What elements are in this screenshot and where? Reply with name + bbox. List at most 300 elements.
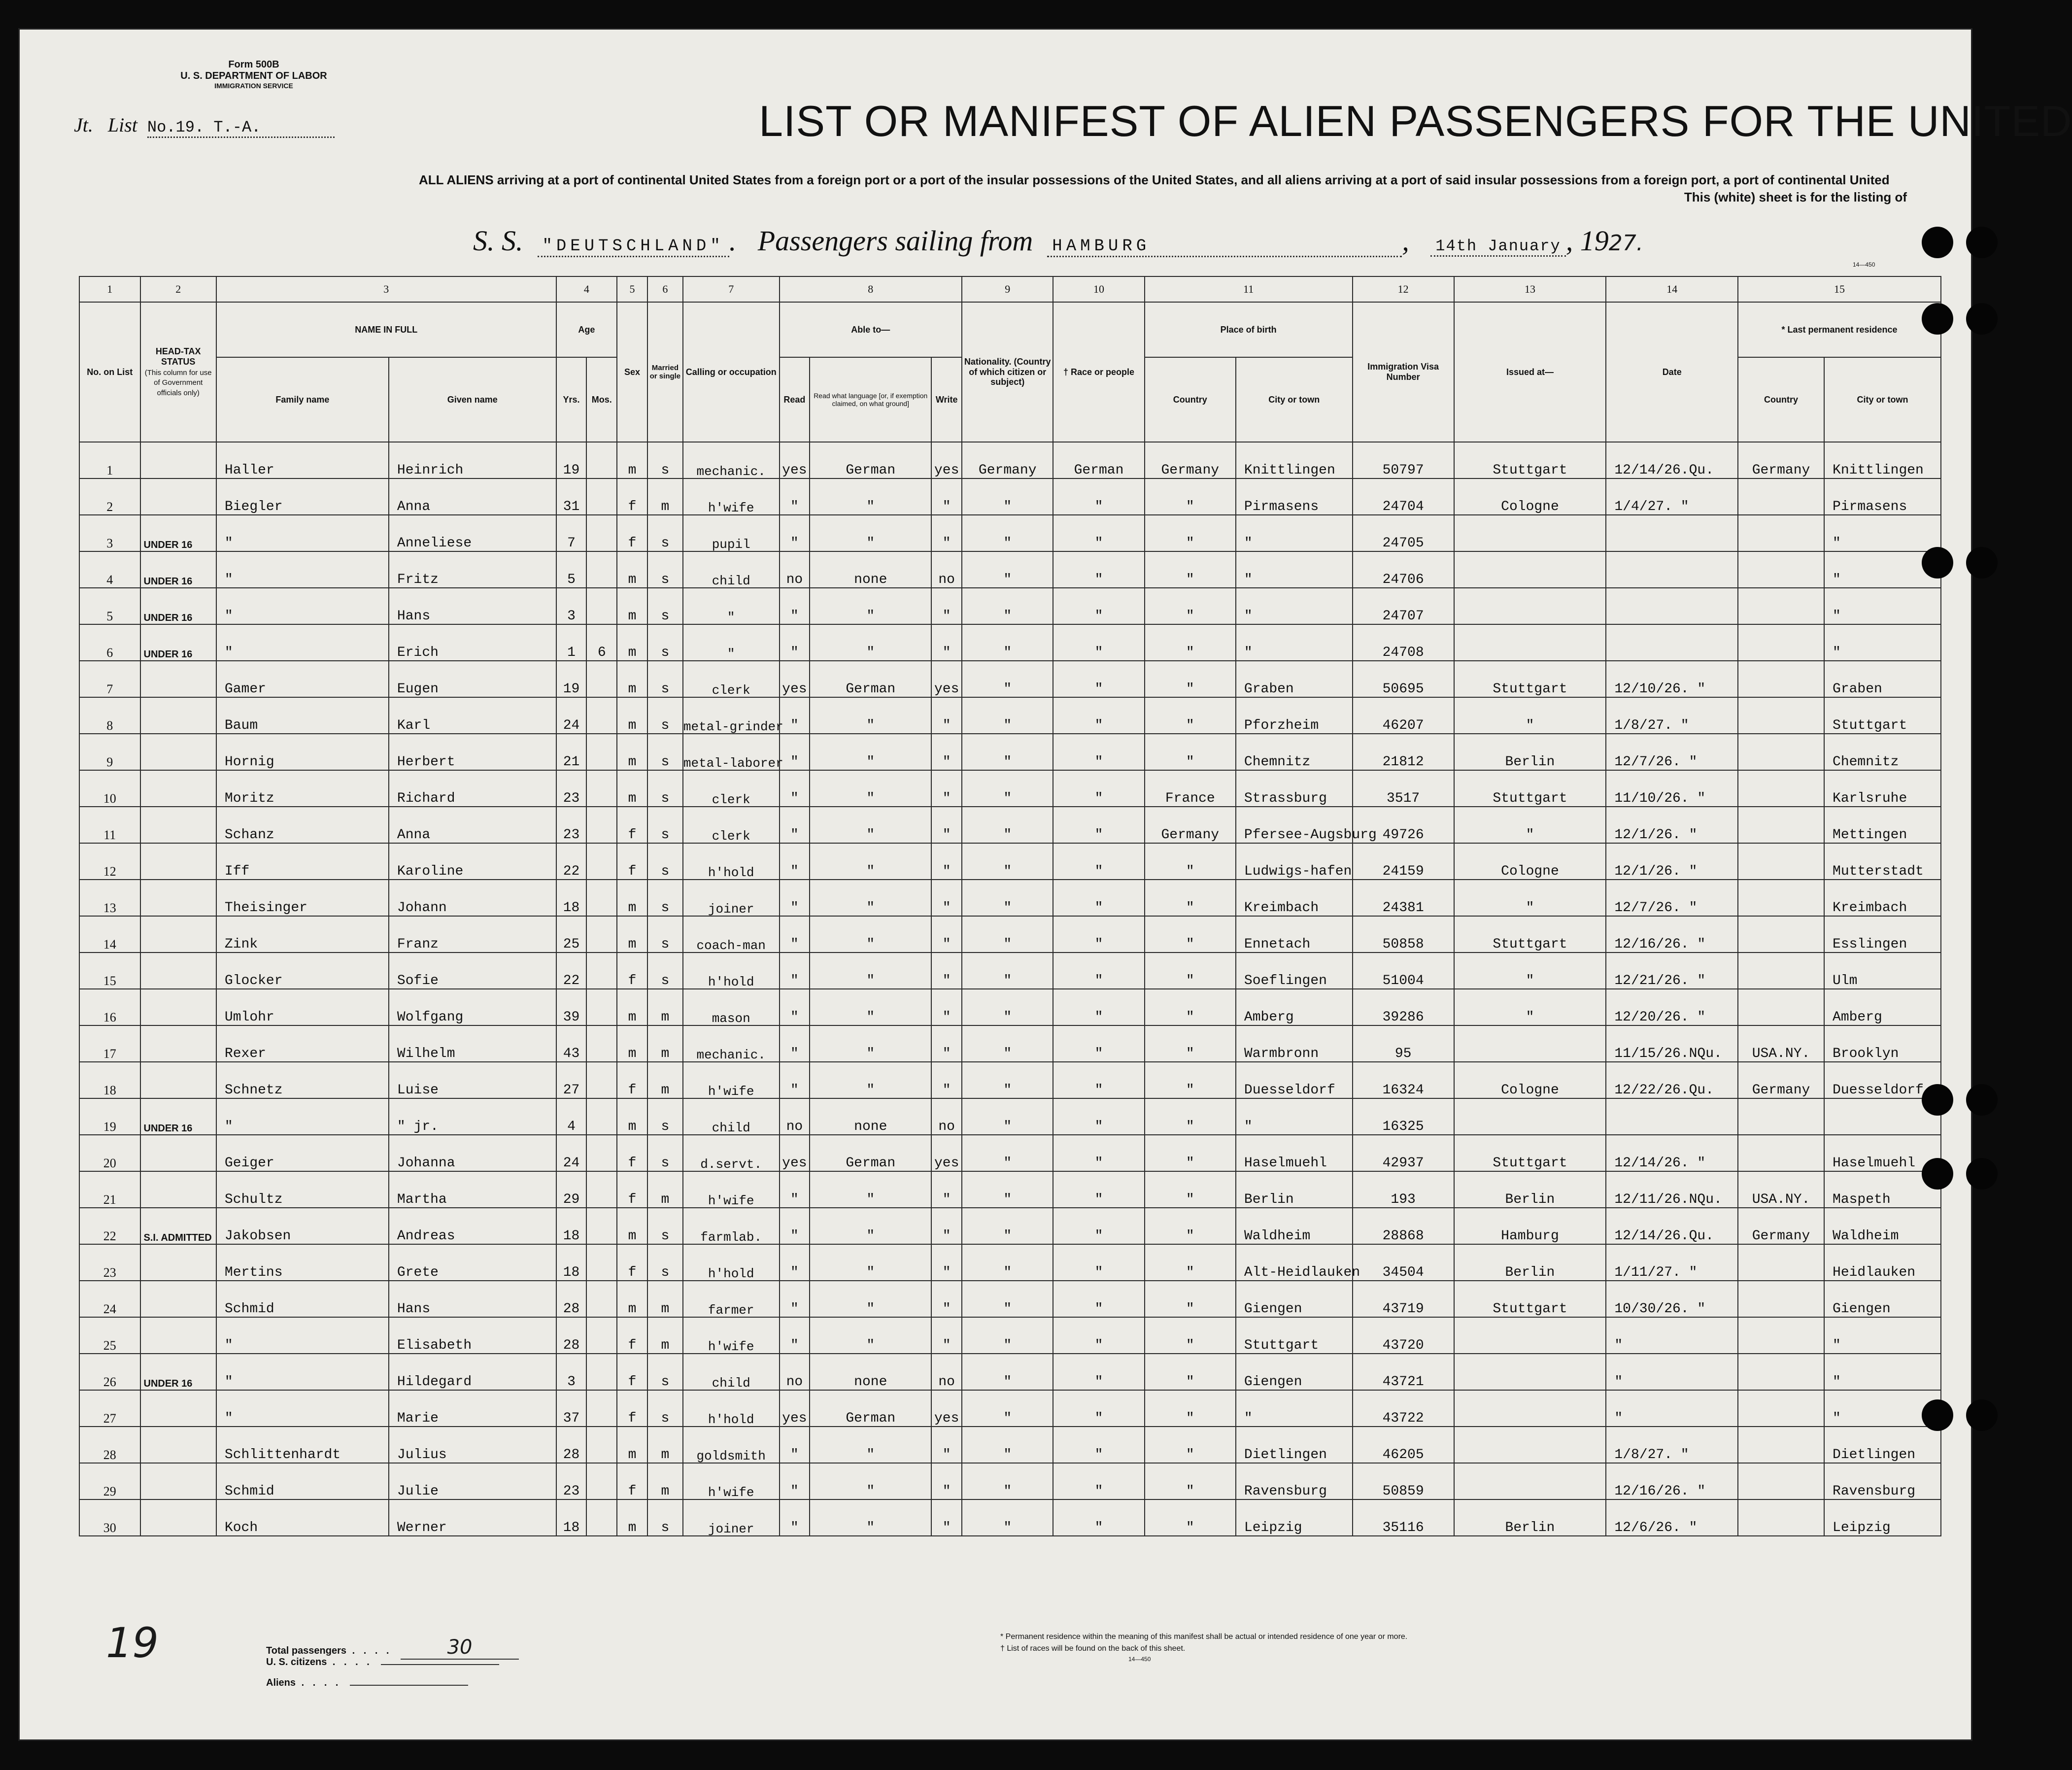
- cell-sex: f: [617, 478, 647, 515]
- cell-date: 12/14/26. ": [1606, 1135, 1738, 1171]
- cell-rcity: Knittlingen: [1824, 442, 1941, 478]
- cell-rcountry: [1738, 989, 1824, 1025]
- header-date: Date: [1606, 302, 1738, 442]
- cell-date: 11/15/26.NQu.: [1606, 1025, 1738, 1062]
- cell-issued: ": [1454, 880, 1606, 916]
- cell-ms: s: [647, 916, 683, 953]
- cell-write: ": [931, 1499, 962, 1536]
- cell-date: 11/10/26. ": [1606, 770, 1738, 807]
- cell-country: ": [1145, 1317, 1236, 1354]
- cell-lang: ": [810, 843, 931, 880]
- cell-ms: s: [647, 1390, 683, 1427]
- cell-visa: 28868: [1353, 1208, 1454, 1244]
- cell-write: ": [931, 953, 962, 989]
- cell-family: ": [216, 515, 389, 551]
- cell-country: ": [1145, 515, 1236, 551]
- cell-rcountry: [1738, 953, 1824, 989]
- department-name: U. S. DEPARTMENT OF LABOR: [180, 70, 327, 81]
- cell-rcity: Graben: [1824, 661, 1941, 697]
- head-tax-label: HEAD-TAX STATUS: [155, 346, 201, 367]
- form-header-block: [143, 59, 365, 90]
- col-num: 5: [617, 276, 647, 302]
- cell-nationality: ": [962, 1281, 1053, 1317]
- cell-nationality: ": [962, 624, 1053, 661]
- cell-sex: m: [617, 624, 647, 661]
- total-passengers-value: 30: [401, 1636, 519, 1660]
- cell-no: 23: [79, 1244, 140, 1281]
- cell-rcity: Giengen: [1824, 1281, 1941, 1317]
- cell-issued: [1454, 1390, 1606, 1427]
- cell-calling: h'wife: [683, 1062, 780, 1098]
- header-visa: Immigration Visa Number: [1353, 302, 1454, 442]
- port-name: HAMBURG: [1047, 237, 1402, 257]
- cell-read: yes: [780, 442, 810, 478]
- col-num: 7: [683, 276, 780, 302]
- cell-nationality: ": [962, 1463, 1053, 1499]
- cell-lang: ": [810, 880, 931, 916]
- header-last-residence: * Last permanent residence: [1738, 302, 1941, 357]
- cell-race: ": [1053, 843, 1144, 880]
- cell-given: Wilhelm: [389, 1025, 556, 1062]
- cell-nationality: ": [962, 807, 1053, 843]
- cell-write: ": [931, 697, 962, 734]
- table-row: [79, 807, 1941, 843]
- cell-given: Richard: [389, 770, 556, 807]
- cell-city: Ennetach: [1236, 916, 1353, 953]
- cell-country: ": [1145, 478, 1236, 515]
- cell-write: yes: [931, 1135, 962, 1171]
- cell-date: ": [1606, 1317, 1738, 1354]
- cell-mos: [586, 1354, 617, 1390]
- cell-race: ": [1053, 1390, 1144, 1427]
- cell-nationality: ": [962, 1171, 1053, 1208]
- cell-calling: h'wife: [683, 1463, 780, 1499]
- cell-rcountry: Germany: [1738, 1208, 1824, 1244]
- ss-label: S. S.: [473, 225, 523, 257]
- cell-nationality: ": [962, 953, 1053, 989]
- cell-visa: 51004: [1353, 953, 1454, 989]
- cell-yrs: 19: [556, 442, 587, 478]
- cell-read: ": [780, 734, 810, 770]
- us-citizens-label: U. S. citizens: [266, 1657, 327, 1668]
- cell-calling: child: [683, 1098, 780, 1135]
- cell-city: ": [1236, 1098, 1353, 1135]
- cell-lang: ": [810, 1062, 931, 1098]
- cell-given: " jr.: [389, 1098, 556, 1135]
- header-birth-country: Country: [1145, 357, 1236, 442]
- intro-line-1: ALL ALIENS arriving at a port of continental United States from a foreign port or a port of the insular possessions of the United States, and all aliens arriving at a port of said insular possessions from a foreign port, a port of continental United: [419, 172, 1890, 187]
- cell-sex: m: [617, 1281, 647, 1317]
- header-family-name: Family name: [216, 357, 389, 442]
- cell-rcity: Waldheim: [1824, 1208, 1941, 1244]
- cell-lang: ": [810, 1317, 931, 1354]
- table-row: [79, 1098, 1941, 1135]
- cell-ht: [140, 1463, 216, 1499]
- cell-city: ": [1236, 588, 1353, 624]
- cell-yrs: 3: [556, 588, 587, 624]
- cell-country: ": [1145, 588, 1236, 624]
- header-married: Married or single: [647, 302, 683, 442]
- cell-no: 1: [79, 442, 140, 478]
- cell-ht: S.I. ADMITTED: [140, 1208, 216, 1244]
- cell-race: ": [1053, 916, 1144, 953]
- cell-ms: m: [647, 1463, 683, 1499]
- cell-rcity: Mutterstadt: [1824, 843, 1941, 880]
- cell-calling: joiner: [683, 880, 780, 916]
- cell-lang: ": [810, 1208, 931, 1244]
- cell-rcountry: [1738, 1135, 1824, 1171]
- cell-read: ": [780, 588, 810, 624]
- cell-rcountry: [1738, 661, 1824, 697]
- cell-issued: [1454, 551, 1606, 588]
- cell-nationality: Germany: [962, 442, 1053, 478]
- cell-family: ": [216, 588, 389, 624]
- cell-ht: [140, 843, 216, 880]
- cell-given: Erich: [389, 624, 556, 661]
- cell-issued: ": [1454, 953, 1606, 989]
- binder-hole: [1922, 547, 1953, 579]
- cell-write: ": [931, 1317, 962, 1354]
- list-prefix: Jt.: [74, 114, 93, 136]
- cell-given: Anna: [389, 807, 556, 843]
- cell-family: Schnetz: [216, 1062, 389, 1098]
- cell-mos: [586, 880, 617, 916]
- cell-ms: s: [647, 588, 683, 624]
- cell-date: 12/21/26. ": [1606, 953, 1738, 989]
- cell-country: ": [1145, 661, 1236, 697]
- cell-ht: [140, 1062, 216, 1098]
- cell-yrs: 27: [556, 1062, 587, 1098]
- cell-rcountry: [1738, 1427, 1824, 1463]
- cell-rcountry: [1738, 624, 1824, 661]
- cell-yrs: 24: [556, 1135, 587, 1171]
- cell-issued: [1454, 1098, 1606, 1135]
- cell-nationality: ": [962, 843, 1053, 880]
- cell-date: 12/22/26.Qu.: [1606, 1062, 1738, 1098]
- cell-rcountry: [1738, 734, 1824, 770]
- cell-write: ": [931, 624, 962, 661]
- cell-rcountry: [1738, 515, 1824, 551]
- header-name-in-full: NAME IN FULL: [216, 302, 556, 357]
- header-race: † Race or people: [1053, 302, 1144, 442]
- cell-lang: ": [810, 770, 931, 807]
- cell-date: 12/1/26. ": [1606, 807, 1738, 843]
- cell-mos: [586, 478, 617, 515]
- intro-line-2: This (white) sheet is for the listing of: [1684, 190, 1907, 204]
- list-label: List: [107, 114, 137, 136]
- cell-write: ": [931, 1062, 962, 1098]
- cell-calling: h'hold: [683, 843, 780, 880]
- cell-given: Franz: [389, 916, 556, 953]
- cell-nationality: ": [962, 1098, 1053, 1135]
- cell-yrs: 39: [556, 989, 587, 1025]
- aliens-value-line: [350, 1685, 468, 1686]
- cell-race: ": [1053, 661, 1144, 697]
- cell-family: Iff: [216, 843, 389, 880]
- col-num: 14: [1606, 276, 1738, 302]
- cell-issued: Cologne: [1454, 843, 1606, 880]
- table-row: [79, 1317, 1941, 1354]
- cell-lang: ": [810, 478, 931, 515]
- cell-no: 28: [79, 1427, 140, 1463]
- cell-issued: Berlin: [1454, 1244, 1606, 1281]
- cell-visa: 46205: [1353, 1427, 1454, 1463]
- cell-write: no: [931, 1354, 962, 1390]
- cell-yrs: 23: [556, 770, 587, 807]
- cell-date: 12/6/26. ": [1606, 1499, 1738, 1536]
- cell-mos: [586, 442, 617, 478]
- cell-visa: 42937: [1353, 1135, 1454, 1171]
- binder-hole: [1922, 1084, 1953, 1116]
- cell-mos: [586, 697, 617, 734]
- cell-yrs: 5: [556, 551, 587, 588]
- cell-country: ": [1145, 1390, 1236, 1427]
- cell-ht: UNDER 16: [140, 624, 216, 661]
- cell-ht: [140, 1025, 216, 1062]
- cell-sex: m: [617, 916, 647, 953]
- cell-read: ": [780, 1281, 810, 1317]
- cell-nationality: ": [962, 1317, 1053, 1354]
- cell-lang: ": [810, 1244, 931, 1281]
- cell-read: ": [780, 1171, 810, 1208]
- cell-date: 12/1/26. ": [1606, 843, 1738, 880]
- cell-yrs: 4: [556, 1098, 587, 1135]
- cell-ms: s: [647, 1244, 683, 1281]
- cell-mos: [586, 1098, 617, 1135]
- cell-calling: clerk: [683, 807, 780, 843]
- cell-ms: s: [647, 1208, 683, 1244]
- cell-visa: 16325: [1353, 1098, 1454, 1135]
- cell-nationality: ": [962, 916, 1053, 953]
- cell-nationality: ": [962, 1135, 1053, 1171]
- cell-race: ": [1053, 1171, 1144, 1208]
- table-row: [79, 989, 1941, 1025]
- cell-ht: [140, 1281, 216, 1317]
- cell-family: Schmid: [216, 1463, 389, 1499]
- cell-lang: ": [810, 989, 931, 1025]
- cell-rcountry: [1738, 1317, 1824, 1354]
- cell-ms: s: [647, 442, 683, 478]
- cell-family: ": [216, 1354, 389, 1390]
- table-row: [79, 442, 1941, 478]
- cell-sex: m: [617, 1098, 647, 1135]
- col-num: 15: [1738, 276, 1941, 302]
- cell-write: no: [931, 551, 962, 588]
- cell-issued: ": [1454, 697, 1606, 734]
- cell-nationality: ": [962, 1390, 1053, 1427]
- cell-family: Glocker: [216, 953, 389, 989]
- cell-city: Duesseldorf: [1236, 1062, 1353, 1098]
- cell-write: ": [931, 989, 962, 1025]
- manifest-sheet: [20, 30, 2072, 1739]
- cell-issued: Stuttgart: [1454, 1281, 1606, 1317]
- cell-visa: 24708: [1353, 624, 1454, 661]
- cell-nationality: ": [962, 1244, 1053, 1281]
- cell-rcountry: [1738, 770, 1824, 807]
- cell-rcountry: [1738, 1098, 1824, 1135]
- cell-country: ": [1145, 1354, 1236, 1390]
- cell-given: Hans: [389, 1281, 556, 1317]
- cell-rcountry: [1738, 697, 1824, 734]
- cell-calling: metal-laborer: [683, 734, 780, 770]
- cell-country: ": [1145, 1025, 1236, 1062]
- cell-race: ": [1053, 478, 1144, 515]
- cell-city: Ravensburg: [1236, 1463, 1353, 1499]
- cell-sex: m: [617, 1499, 647, 1536]
- cell-lang: German: [810, 1135, 931, 1171]
- cell-rcity: Leipzig: [1824, 1499, 1941, 1536]
- cell-race: ": [1053, 1463, 1144, 1499]
- cell-read: ": [780, 1499, 810, 1536]
- cell-date: 1/8/27. ": [1606, 697, 1738, 734]
- cell-ht: [140, 916, 216, 953]
- cell-city: Waldheim: [1236, 1208, 1353, 1244]
- cell-lang: ": [810, 953, 931, 989]
- cell-rcity: Heidlauken: [1824, 1244, 1941, 1281]
- cell-ht: UNDER 16: [140, 588, 216, 624]
- cell-read: yes: [780, 661, 810, 697]
- cell-yrs: 18: [556, 1208, 587, 1244]
- cell-rcountry: [1738, 916, 1824, 953]
- cell-write: ": [931, 1025, 962, 1062]
- footnotes: [1000, 1631, 1407, 1664]
- cell-ht: [140, 661, 216, 697]
- cell-rcountry: [1738, 1354, 1824, 1390]
- cell-read: ": [780, 624, 810, 661]
- year-prefix: 19: [1580, 225, 1609, 257]
- cell-rcountry: [1738, 880, 1824, 916]
- binder-hole: [1922, 1158, 1953, 1190]
- cell-rcity: Duesseldorf: [1824, 1062, 1941, 1098]
- cell-family: Haller: [216, 442, 389, 478]
- cell-calling: ": [683, 588, 780, 624]
- form-number: Form 500B: [228, 59, 279, 70]
- cell-given: Fritz: [389, 551, 556, 588]
- cell-issued: [1454, 515, 1606, 551]
- cell-mos: [586, 1062, 617, 1098]
- cell-write: ": [931, 1281, 962, 1317]
- col-num: 3: [216, 276, 556, 302]
- cell-mos: [586, 588, 617, 624]
- cell-issued: Berlin: [1454, 1499, 1606, 1536]
- cell-mos: [586, 1025, 617, 1062]
- cell-rcity: ": [1824, 515, 1941, 551]
- cell-read: ": [780, 1317, 810, 1354]
- cell-given: Luise: [389, 1062, 556, 1098]
- cell-nationality: ": [962, 1427, 1053, 1463]
- cell-date: 12/7/26. ": [1606, 734, 1738, 770]
- cell-calling: mechanic.: [683, 1025, 780, 1062]
- cell-ht: [140, 697, 216, 734]
- cell-city: Strassburg: [1236, 770, 1353, 807]
- cell-read: ": [780, 1244, 810, 1281]
- cell-calling: coach-man: [683, 916, 780, 953]
- total-passengers-line: Total passengers . . . . 30: [266, 1636, 519, 1657]
- cell-visa: 21812: [1353, 734, 1454, 770]
- binder-hole: [1922, 303, 1953, 335]
- cell-no: 30: [79, 1499, 140, 1536]
- cell-given: Andreas: [389, 1208, 556, 1244]
- cell-ht: [140, 734, 216, 770]
- aliens-line: Aliens . . . .: [266, 1677, 519, 1698]
- cell-write: ": [931, 515, 962, 551]
- cell-read: ": [780, 1208, 810, 1244]
- cell-calling: clerk: [683, 661, 780, 697]
- cell-date: 12/10/26. ": [1606, 661, 1738, 697]
- cell-lang: ": [810, 1171, 931, 1208]
- cell-city: Pirmasens: [1236, 478, 1353, 515]
- cell-given: Werner: [389, 1499, 556, 1536]
- col-num: 13: [1454, 276, 1606, 302]
- list-number: No.19. T.-A.: [147, 118, 335, 138]
- cell-family: Hornig: [216, 734, 389, 770]
- cell-no: 20: [79, 1135, 140, 1171]
- cell-family: Moritz: [216, 770, 389, 807]
- cell-date: [1606, 551, 1738, 588]
- cell-family: Zink: [216, 916, 389, 953]
- cell-family: Schlittenhardt: [216, 1427, 389, 1463]
- cell-given: Julie: [389, 1463, 556, 1499]
- cell-country: ": [1145, 1463, 1236, 1499]
- cell-country: ": [1145, 1135, 1236, 1171]
- cell-sex: m: [617, 989, 647, 1025]
- cell-yrs: 24: [556, 697, 587, 734]
- cell-date: ": [1606, 1354, 1738, 1390]
- cell-sex: m: [617, 697, 647, 734]
- cell-ms: s: [647, 1098, 683, 1135]
- table-row: [79, 1499, 1941, 1536]
- cell-visa: 50695: [1353, 661, 1454, 697]
- cell-write: ": [931, 1427, 962, 1463]
- cell-write: ": [931, 843, 962, 880]
- cell-sex: f: [617, 1390, 647, 1427]
- ship-line: S. S. "DEUTSCHLAND" . Passengers sailing from HAMBURG , 14th January , 1927.: [473, 225, 1643, 257]
- cell-date: 12/20/26. ": [1606, 989, 1738, 1025]
- cell-calling: child: [683, 1354, 780, 1390]
- cell-calling: pupil: [683, 515, 780, 551]
- cell-nationality: ": [962, 1208, 1053, 1244]
- cell-mos: [586, 953, 617, 989]
- cell-city: ": [1236, 515, 1353, 551]
- cell-visa: 95: [1353, 1025, 1454, 1062]
- col-num: 8: [780, 276, 962, 302]
- col-num: 1: [79, 276, 140, 302]
- cell-yrs: 18: [556, 1244, 587, 1281]
- cell-race: ": [1053, 880, 1144, 916]
- cell-mos: [586, 1427, 617, 1463]
- aliens-label: Aliens: [266, 1677, 296, 1688]
- cell-rcity: Brooklyn: [1824, 1025, 1941, 1062]
- cell-rcity: Maspeth: [1824, 1171, 1941, 1208]
- header-sex: Sex: [617, 302, 647, 442]
- cell-given: Grete: [389, 1244, 556, 1281]
- cell-country: ": [1145, 624, 1236, 661]
- cell-given: Karoline: [389, 843, 556, 880]
- cell-given: Johann: [389, 880, 556, 916]
- cell-city: Giengen: [1236, 1354, 1353, 1390]
- table-row: [79, 588, 1941, 624]
- cell-sex: f: [617, 515, 647, 551]
- cell-city: Knittlingen: [1236, 442, 1353, 478]
- cell-issued: [1454, 1463, 1606, 1499]
- cell-rcity: ": [1824, 551, 1941, 588]
- cell-race: ": [1053, 807, 1144, 843]
- table-row: [79, 880, 1941, 916]
- cell-issued: Berlin: [1454, 1171, 1606, 1208]
- cell-write: ": [931, 916, 962, 953]
- ship-name: "DEUTSCHLAND": [538, 237, 729, 257]
- cell-no: 3: [79, 515, 140, 551]
